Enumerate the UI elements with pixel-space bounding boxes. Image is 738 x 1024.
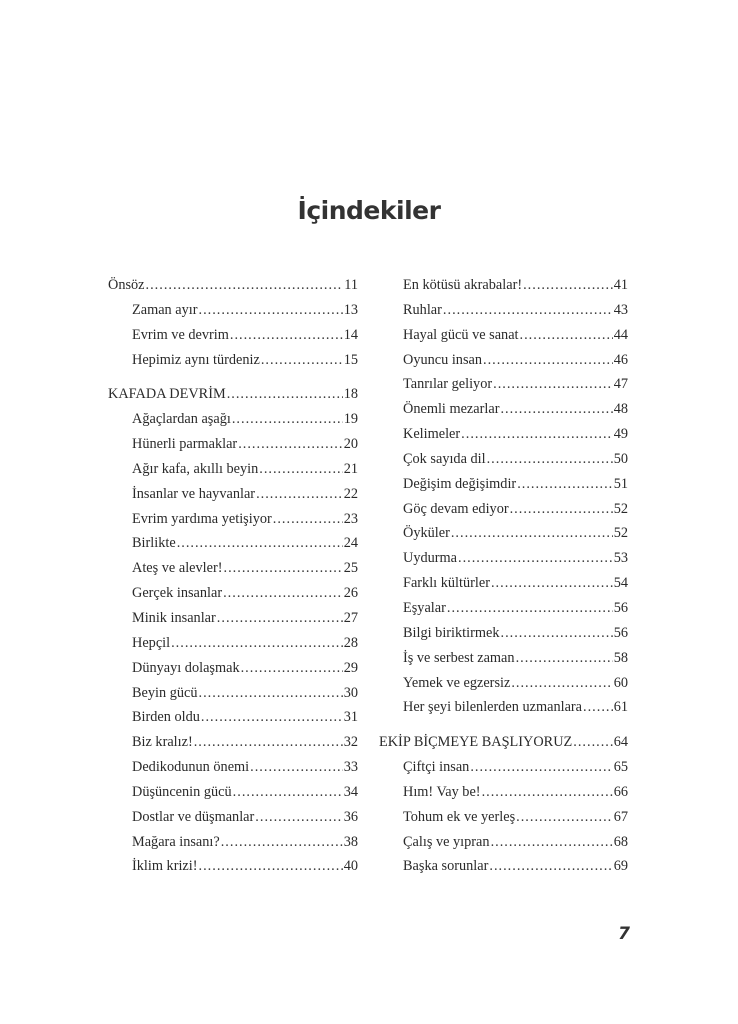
toc-subentry [108, 482, 358, 507]
toc-entry-label: Bilgi biriktirmek [403, 624, 500, 641]
toc-entry-page: 61 [613, 699, 628, 716]
toc-entry-label: Dünyayı dolaşmak [132, 659, 240, 676]
toc-subentry [108, 780, 358, 805]
toc-entry-page: 68 [613, 833, 628, 850]
toc-entry-page: 32 [343, 734, 358, 751]
toc-subentry [108, 556, 358, 581]
dot-leader [227, 382, 343, 407]
toc-subentry [379, 621, 628, 646]
toc-entry-page: 31 [343, 709, 358, 726]
page-number: 7 [618, 924, 630, 944]
toc-section-entry [108, 273, 358, 298]
toc-entry-page: 28 [343, 634, 358, 651]
toc-entry-page: 15 [343, 351, 358, 368]
dot-leader [199, 298, 343, 323]
toc-entry-page: 69 [613, 858, 628, 875]
toc-entry-page: 26 [343, 585, 358, 602]
toc-subentry [108, 730, 358, 755]
toc-subentry [108, 581, 358, 606]
toc-entry-page: 38 [343, 833, 358, 850]
dot-leader [171, 631, 343, 656]
toc-subentry [379, 596, 628, 621]
toc-entry-label: Tohum ek ve yerleş [403, 808, 516, 825]
toc-entry-label: İnsanlar ve hayvanlar [132, 485, 256, 502]
dot-leader [177, 531, 343, 556]
toc-left-column [108, 273, 358, 879]
dot-leader [256, 482, 343, 507]
toc-entry-label: Ağaçlardan aşağı [132, 411, 231, 428]
toc-entry-label: Çalış ve yıpran [403, 833, 490, 850]
toc-subentry [108, 323, 358, 348]
dot-leader [443, 298, 613, 323]
toc-entry-label: Hepimiz aynı türdeniz [132, 351, 260, 368]
toc-entry-page: 18 [343, 386, 358, 403]
toc-subentry [108, 507, 358, 532]
toc-entry-label: Ateş ve alevler! [132, 560, 223, 577]
toc-entry-label: Hım! Vay be! [403, 783, 481, 800]
dot-leader [146, 273, 344, 298]
dot-leader [516, 805, 613, 830]
toc-subentry [108, 681, 358, 706]
toc-entry-page: 53 [613, 550, 628, 567]
dot-leader [250, 755, 343, 780]
dot-leader [510, 497, 613, 522]
toc-entry-page: 65 [613, 759, 628, 776]
toc-entry-label: KAFADA DEVRİM [108, 386, 226, 403]
toc-subentry [379, 780, 628, 805]
toc-entry-label: Mağara insanı? [132, 833, 220, 850]
toc-entry-page: 30 [343, 684, 358, 701]
toc-entry-page: 49 [613, 426, 628, 443]
toc-entry-page: 23 [343, 510, 358, 527]
toc-entry-page: 24 [343, 535, 358, 552]
toc-entry-label: Farklı kültürler [403, 575, 490, 592]
toc-entry-page: 67 [613, 808, 628, 825]
dot-leader [451, 521, 613, 546]
toc-entry-label: Birden oldu [132, 709, 200, 726]
toc-subentry [379, 323, 628, 348]
toc-entry-label: Minik insanlar [132, 609, 216, 626]
toc-entry-page: 34 [343, 783, 358, 800]
toc-entry-label: Hünerli parmaklar [132, 436, 238, 453]
toc-subentry [379, 521, 628, 546]
dot-leader [523, 273, 613, 298]
toc-entry-page: 48 [613, 401, 628, 418]
dot-leader [221, 830, 343, 855]
toc-subentry [379, 422, 628, 447]
dot-leader [238, 432, 343, 457]
toc-subentry [108, 407, 358, 432]
toc-entry-page: 43 [613, 301, 628, 318]
toc-entry-label: EKİP BİÇMEYE BAŞLIYORUZ [379, 734, 573, 751]
dot-leader [224, 556, 343, 581]
toc-subentry [379, 447, 628, 472]
dot-leader [517, 472, 613, 497]
toc-subentry [108, 531, 358, 556]
toc-entry-label: Düşüncenin gücü [132, 783, 232, 800]
dot-leader [201, 705, 343, 730]
toc-entry-page: 22 [343, 485, 358, 502]
dot-leader [489, 854, 612, 879]
dot-leader [491, 830, 613, 855]
toc-subentry [379, 273, 628, 298]
toc-subentry [108, 298, 358, 323]
dot-leader [447, 596, 613, 621]
toc-entry-label: Göç devam ediyor [403, 500, 509, 517]
toc-entry-label: İklim krizi! [132, 858, 198, 875]
toc-entry-page: 33 [343, 759, 358, 776]
toc-subentry [379, 397, 628, 422]
toc-section-entry [379, 730, 628, 755]
toc-entry-label: Biz kralız! [132, 734, 193, 751]
dot-leader [470, 755, 612, 780]
toc-subentry [379, 348, 628, 373]
toc-entry-label: Ağır kafa, akıllı beyin [132, 460, 259, 477]
toc-section-entry [108, 382, 358, 407]
toc-subentry [379, 646, 628, 671]
toc-entry-page: 13 [343, 301, 358, 318]
toc-entry-page: 50 [613, 450, 628, 467]
dot-leader [255, 805, 342, 830]
toc-entry-label: Dedikodunun önemi [132, 759, 250, 776]
toc-entry-label: Dostlar ve düşmanlar [132, 808, 255, 825]
toc-subentry [379, 695, 628, 720]
dot-leader [458, 546, 613, 571]
dot-leader [233, 780, 343, 805]
toc-entry-label: Eşyalar [403, 599, 446, 616]
toc-entry-label: Birlikte [132, 535, 176, 552]
dot-leader [520, 323, 613, 348]
toc-entry-label: Öyküler [403, 525, 450, 542]
dot-leader [194, 730, 343, 755]
dot-leader [232, 407, 343, 432]
toc-entry-label: Oyuncu insan [403, 351, 483, 368]
toc-subentry [379, 298, 628, 323]
toc-entry-label: Önsöz [108, 277, 145, 293]
toc-entry-label: Çok sayıda dil [403, 450, 486, 467]
toc-entry-page: 64 [613, 734, 628, 751]
toc-entry-page: 41 [613, 277, 628, 293]
toc-entry-page: 52 [613, 525, 628, 542]
dot-leader [493, 372, 613, 397]
dot-leader [501, 621, 613, 646]
toc-entry-label: Hepçil [132, 634, 171, 651]
toc-subentry [379, 755, 628, 780]
toc-entry-label: Zaman ayır [132, 301, 198, 318]
toc-entry-label: Her şeyi bilenlerden uzmanlara [403, 699, 583, 716]
toc-subentry [108, 656, 358, 681]
toc-subentry [108, 432, 358, 457]
toc-entry-label: Başka sorunlar [403, 858, 489, 875]
dot-leader [500, 397, 612, 422]
toc-entry-label: Ruhlar [403, 301, 442, 318]
toc-entry-label: Kelimeler [403, 426, 461, 443]
toc-entry-page: 27 [343, 609, 358, 626]
dot-leader [516, 646, 613, 671]
toc-entry-page: 44 [613, 326, 628, 343]
toc-entry-page: 29 [343, 659, 358, 676]
dot-leader [199, 681, 343, 706]
toc-entry-label: Tanrılar geliyor [403, 376, 493, 393]
toc-entry-label: Önemli mezarlar [403, 401, 500, 418]
page-title: İçindekiler [297, 196, 441, 225]
toc-entry-page: 36 [343, 808, 358, 825]
toc-entry-page: 46 [613, 351, 628, 368]
toc-entry-label: Evrim ve devrim [132, 326, 229, 343]
dot-leader [511, 671, 612, 696]
toc-entry-label: En kötüsü akrabalar! [403, 277, 523, 293]
dot-leader [583, 695, 613, 720]
toc-entry-label: Çiftçi insan [403, 759, 470, 776]
toc-subentry [379, 497, 628, 522]
toc-subentry [108, 606, 358, 631]
toc-entry-page: 66 [613, 783, 628, 800]
dot-leader [259, 457, 342, 482]
toc-entry-label: Değişim değişimdir [403, 475, 517, 492]
dot-leader [230, 323, 343, 348]
toc-entry-page: 56 [613, 599, 628, 616]
toc-entry-page: 52 [613, 500, 628, 517]
toc-entry-page: 40 [343, 858, 358, 875]
dot-leader [483, 348, 613, 373]
dot-leader [273, 507, 343, 532]
toc-entry-page: 47 [613, 376, 628, 393]
dot-leader [487, 447, 613, 472]
toc-entry-page: 25 [343, 560, 358, 577]
toc-entry-label: Gerçek insanlar [132, 585, 223, 602]
dot-leader [261, 348, 343, 373]
toc-entry-page: 60 [613, 674, 628, 691]
toc-subentry [379, 805, 628, 830]
toc-entry-page: 54 [613, 575, 628, 592]
dot-leader [217, 606, 343, 631]
toc-subentry [108, 348, 358, 373]
dot-leader [199, 854, 343, 879]
toc-entry-page: 14 [343, 326, 358, 343]
toc-subentry [108, 854, 358, 879]
toc-subentry [379, 546, 628, 571]
toc-entry-label: İş ve serbest zaman [403, 649, 515, 666]
dot-leader [241, 656, 343, 681]
dot-leader [223, 581, 343, 606]
toc-entry-label: Hayal gücü ve sanat [403, 326, 519, 343]
toc-subentry [379, 830, 628, 855]
toc-subentry [108, 631, 358, 656]
toc-subentry [379, 671, 628, 696]
toc-entry-page: 20 [343, 436, 358, 453]
dot-leader [482, 780, 613, 805]
toc-subentry [379, 372, 628, 397]
dot-leader [573, 730, 612, 755]
toc-subentry [108, 830, 358, 855]
toc-entry-label: Beyin gücü [132, 684, 198, 701]
toc-entry-page: 56 [613, 624, 628, 641]
toc-subentry [108, 805, 358, 830]
dot-leader [491, 571, 613, 596]
toc-subentry [108, 755, 358, 780]
toc-entry-page: 51 [613, 475, 628, 492]
dot-leader [461, 422, 613, 447]
toc-subentry [379, 854, 628, 879]
toc-entry-page: 11 [344, 277, 358, 293]
toc-subentry [379, 472, 628, 497]
toc-entry-page: 19 [343, 411, 358, 428]
toc-right-column [379, 273, 628, 879]
toc-subentry [108, 457, 358, 482]
toc-entry-page: 21 [343, 460, 358, 477]
toc-entry-label: Yemek ve egzersiz [403, 674, 511, 691]
toc-entry-page: 58 [613, 649, 628, 666]
toc-entry-label: Uydurma [403, 550, 457, 567]
toc-entry-label: Evrim yardıma yetişiyor [132, 510, 272, 527]
toc-subentry [108, 705, 358, 730]
toc-subentry [379, 571, 628, 596]
